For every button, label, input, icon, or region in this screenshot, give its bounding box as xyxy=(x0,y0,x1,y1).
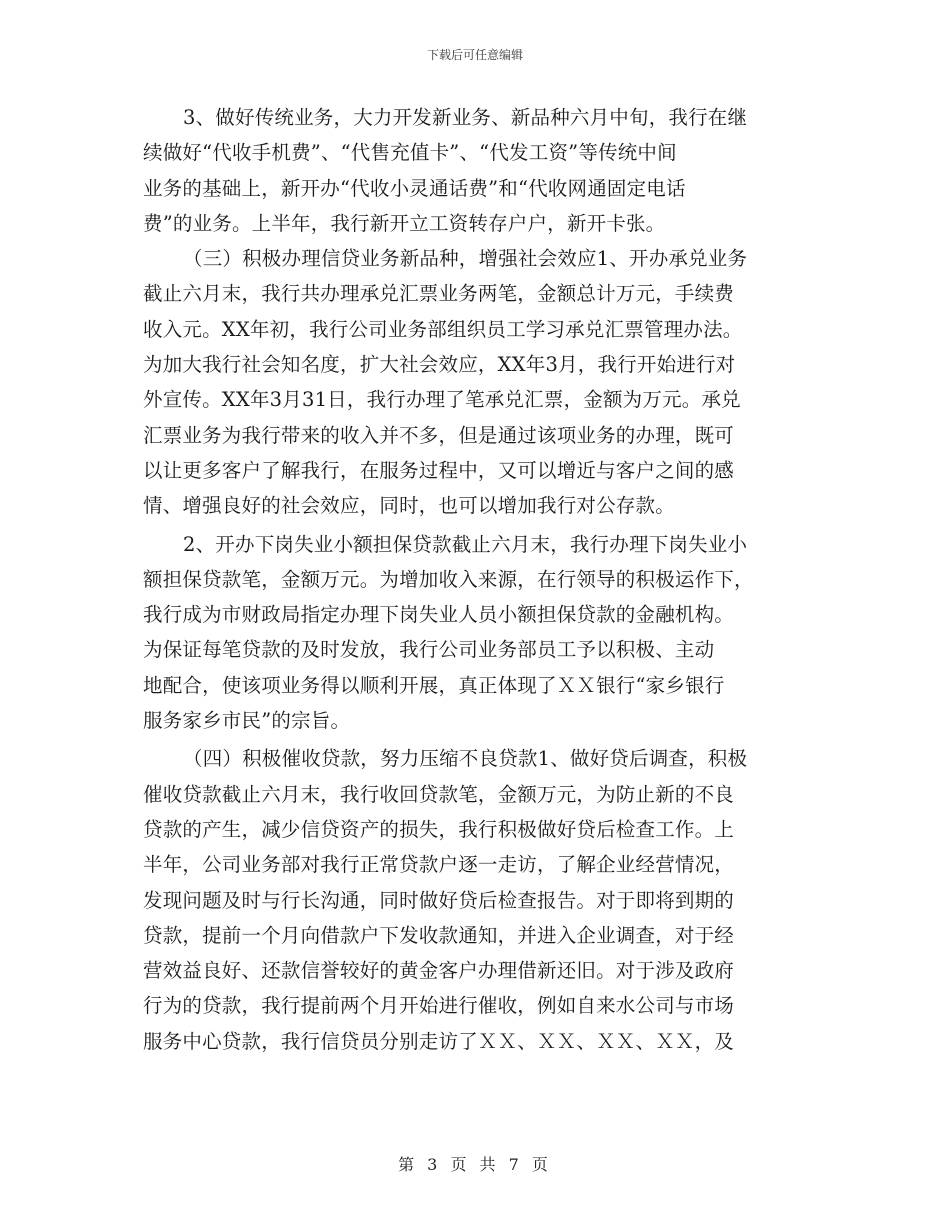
text-line: 外宣传。XX年3月31日，我行办理了笔承兑汇票，金额为万元。承兑 xyxy=(143,388,741,412)
text-line: 半年，公司业务部对我行正常贷款户逐一走访，了解企业经营情况， xyxy=(143,853,735,877)
text-line: 3、做好传统业务，大力开发新业务、新品种六月中旬，我行在继 xyxy=(183,106,748,129)
paragraph-4 xyxy=(143,741,808,1059)
paragraph-3 xyxy=(143,527,808,739)
page-footer: 第 3 页 共 7 页 xyxy=(398,1155,552,1174)
text-line: 行为的贷款，我行提前两个月开始进行催收，例如自来水公司与市场 xyxy=(143,994,735,1018)
text-line: 续做好“代收手机费”、“代售充值卡”、“代发工资”等传统中间 xyxy=(143,141,677,165)
page-header: 下载后可任意编辑 xyxy=(426,48,523,62)
text-line: 以让更多客户了解我行，在服务过程中，又可以增近与客户之间的感 xyxy=(143,458,735,482)
text-line: 情、增强良好的社会效应，同时，也可以增加我行对公存款。 xyxy=(143,494,675,518)
text-line: 2、开办下岗失业小额担保贷款截止六月末，我行办理下岗失业小 xyxy=(183,532,748,556)
text-line: 费”的业务。上半年，我行新开立工资转存户户，新开卡张。 xyxy=(143,211,666,235)
text-line: 贷款，提前一个月向借款户下发收款通知，并进入企业调查，对于经 xyxy=(143,923,735,947)
document-body xyxy=(143,100,808,1059)
text-line: 贷款的产生，减少信贷资产的损失，我行积极做好贷后检查工作。上 xyxy=(143,817,735,841)
text-line: 汇票业务为我行带来的收入并不多，但是通过该项业务的办理，既可 xyxy=(143,423,735,447)
paragraph-2 xyxy=(143,241,808,523)
text-line: 为保证每笔贷款的及时发放，我行公司业务部员工予以积极、主动 xyxy=(143,638,715,662)
text-line: 服务家乡市民”的宗旨。 xyxy=(143,709,351,733)
text-line: （三）积极办理信贷业务新品种，增强社会效应1、开办承兑业务 xyxy=(183,247,748,271)
text-line: 服务中心贷款，我行信贷员分别走访了ＸＸ、ＸＸ、ＸＸ、ＸＸ，及 xyxy=(143,1029,735,1053)
text-line: 收入元。XX年初，我行公司业务部组织员工学习承兑汇票管理办法。 xyxy=(143,317,743,341)
text-line: 发现问题及时与行长沟通，同时做好贷后检查报告。对于即将到期的 xyxy=(143,888,735,912)
text-line: （四）积极催收贷款，努力压缩不良贷款1、做好贷后调查，积极 xyxy=(183,747,748,771)
text-line: 额担保贷款笔，金额万元。为增加收入来源，在行领导的积极运作下， xyxy=(143,567,754,591)
text-line: 催收贷款截止六月末，我行收回贷款笔，金额万元，为防止新的不良 xyxy=(143,782,735,806)
paragraph-1 xyxy=(143,100,808,241)
text-line: 截止六月末，我行共办理承兑汇票业务两笔，金额总计万元，手续费 xyxy=(143,282,735,306)
text-line: 营效益良好、还款信誉较好的黄金客户办理借新还旧。对于涉及政府 xyxy=(143,959,735,983)
text-line: 为加大我行社会知名度，扩大社会效应，XX年3月，我行开始进行对 xyxy=(143,353,736,377)
text-line: 地配合，使该项业务得以顺利开展，真正体现了ＸＸ银行“家乡银行 xyxy=(143,673,725,697)
text-line: 业务的基础上，新开办“代收小灵通话费”和“代收网通固定电话 xyxy=(143,176,686,200)
text-line: 我行成为市财政局指定办理下岗失业人员小额担保贷款的金融机构。 xyxy=(143,603,735,627)
